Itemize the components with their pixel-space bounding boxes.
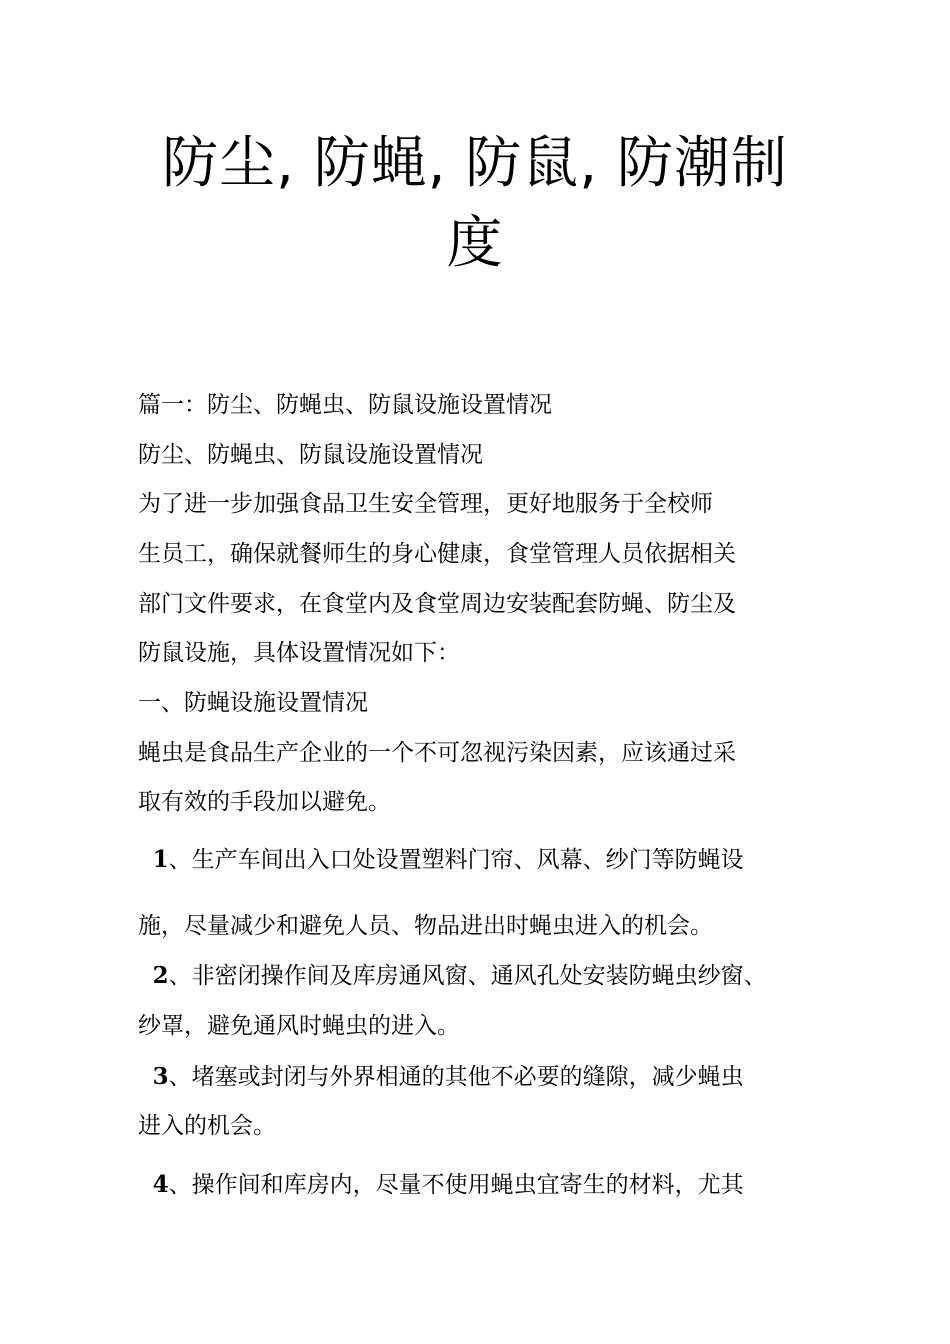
list-item-text: 、堵塞或封闭与外界相通的其他不必要的缝隙，减少蝇虫 — [168, 1064, 744, 1090]
document-title-line-1: 防尘, 防蝇, 防鼠, 防潮制 — [162, 131, 788, 196]
list-item-text: 、生产车间出入口处设置塑料门帘、风幕、纱门等防蝇设 — [168, 847, 744, 873]
list-item — [138, 845, 744, 875]
list-item-number: 4 — [152, 1171, 169, 1198]
list-item-text: 、操作间和库房内，尽量不使用蝇虫宜寄生的材料，尤其 — [168, 1172, 744, 1198]
list-item-number: 2 — [152, 962, 169, 989]
paragraph-line: 生员工，确保就餐师生的身心健康，食堂管理人员依据相关 — [138, 541, 736, 567]
list-item-number: 3 — [152, 1063, 169, 1090]
list-item — [138, 1062, 744, 1092]
list-item — [138, 1170, 744, 1200]
paragraph-line: 防鼠设施，具体设置情况如下： — [138, 640, 460, 666]
list-item-continuation: 纱罩，避免通风时蝇虫的进入。 — [138, 1013, 460, 1039]
paragraph-line: 蝇虫是食品生产企业的一个不可忽视污染因素，应该通过采 — [138, 740, 736, 766]
paragraph-line: 取有效的手段加以避免。 — [138, 789, 391, 815]
list-item-continuation: 进入的机会。 — [138, 1113, 276, 1139]
paragraph-line: 部门文件要求，在食堂内及食堂周边安装配套防蝇、防尘及 — [138, 591, 736, 617]
paragraph-line: 为了进一步加强食品卫生安全管理，更好地服务于全校师 — [138, 491, 713, 517]
subsection-title: 防尘、防蝇虫、防鼠设施设置情况 — [138, 442, 483, 468]
list-item-number: 1 — [152, 846, 169, 873]
list-item-continuation: 施，尽量减少和避免人员、物品进出时蝇虫进入的机会。 — [138, 913, 713, 939]
section-heading: 篇一：防尘、防蝇虫、防鼠设施设置情况 — [138, 392, 552, 418]
list-item — [138, 961, 767, 991]
list-item-text: 、非密闭操作间及库房通风窗、通风孔处安装防蝇虫纱窗、 — [168, 963, 767, 989]
document-title-line-2: 度 — [446, 211, 504, 276]
section-subheading: 一、防蝇设施设置情况 — [138, 690, 368, 716]
